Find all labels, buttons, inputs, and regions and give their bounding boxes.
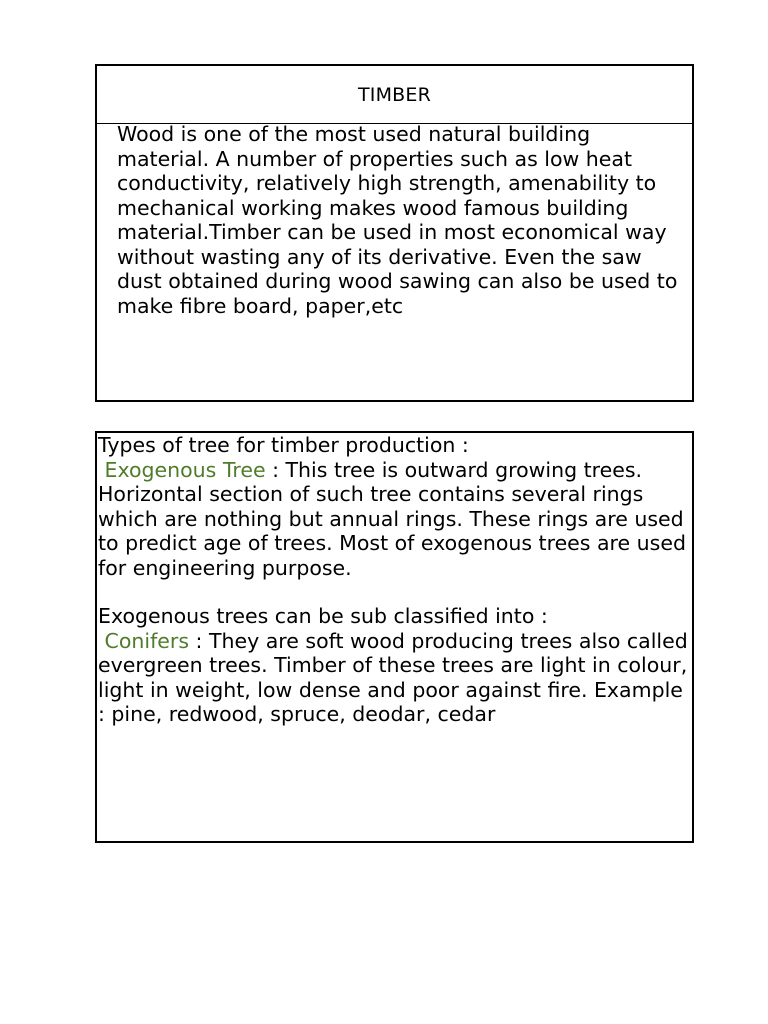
paragraph-gap	[97, 580, 692, 604]
exogenous-tree-label: Exogenous Tree	[104, 457, 266, 482]
subclass-intro: Exogenous trees can be sub classified into :	[98, 604, 548, 628]
exogenous-tree-text: : This tree is outward growing trees. Horizontal section of such tree contains several rings which are nothing but annual rings. These rings are used to predict age of trees. Most of exogenous trees are used for engineering purpose.	[98, 457, 686, 580]
subclass-paragraph	[97, 604, 692, 727]
tree-types-intro	[97, 433, 692, 580]
intro-text: Types of tree for timber production :	[98, 433, 469, 457]
card-body: Wood is one of the most used natural building material. A number of properties such as low heat conductivity, relatively high strength, amenability to mechanical working makes wood famous building material.Timber can be used in most economical way without wasting any of its derivative. Even the saw dust obtained during wood sawing can also be used to make fibre board, paper,etc	[117, 122, 678, 318]
timber-card	[95, 64, 694, 402]
conifers-text: : They are soft wood producing trees also called evergreen trees. Timber of these trees are light in colour, light in weight, low dense and poor against fire. Example : pine, redwood, spruce, deodar, cedar	[98, 628, 688, 726]
tree-types-card	[95, 431, 694, 843]
card-title: TIMBER	[97, 66, 692, 124]
conifers-label: Conifers	[104, 628, 190, 653]
